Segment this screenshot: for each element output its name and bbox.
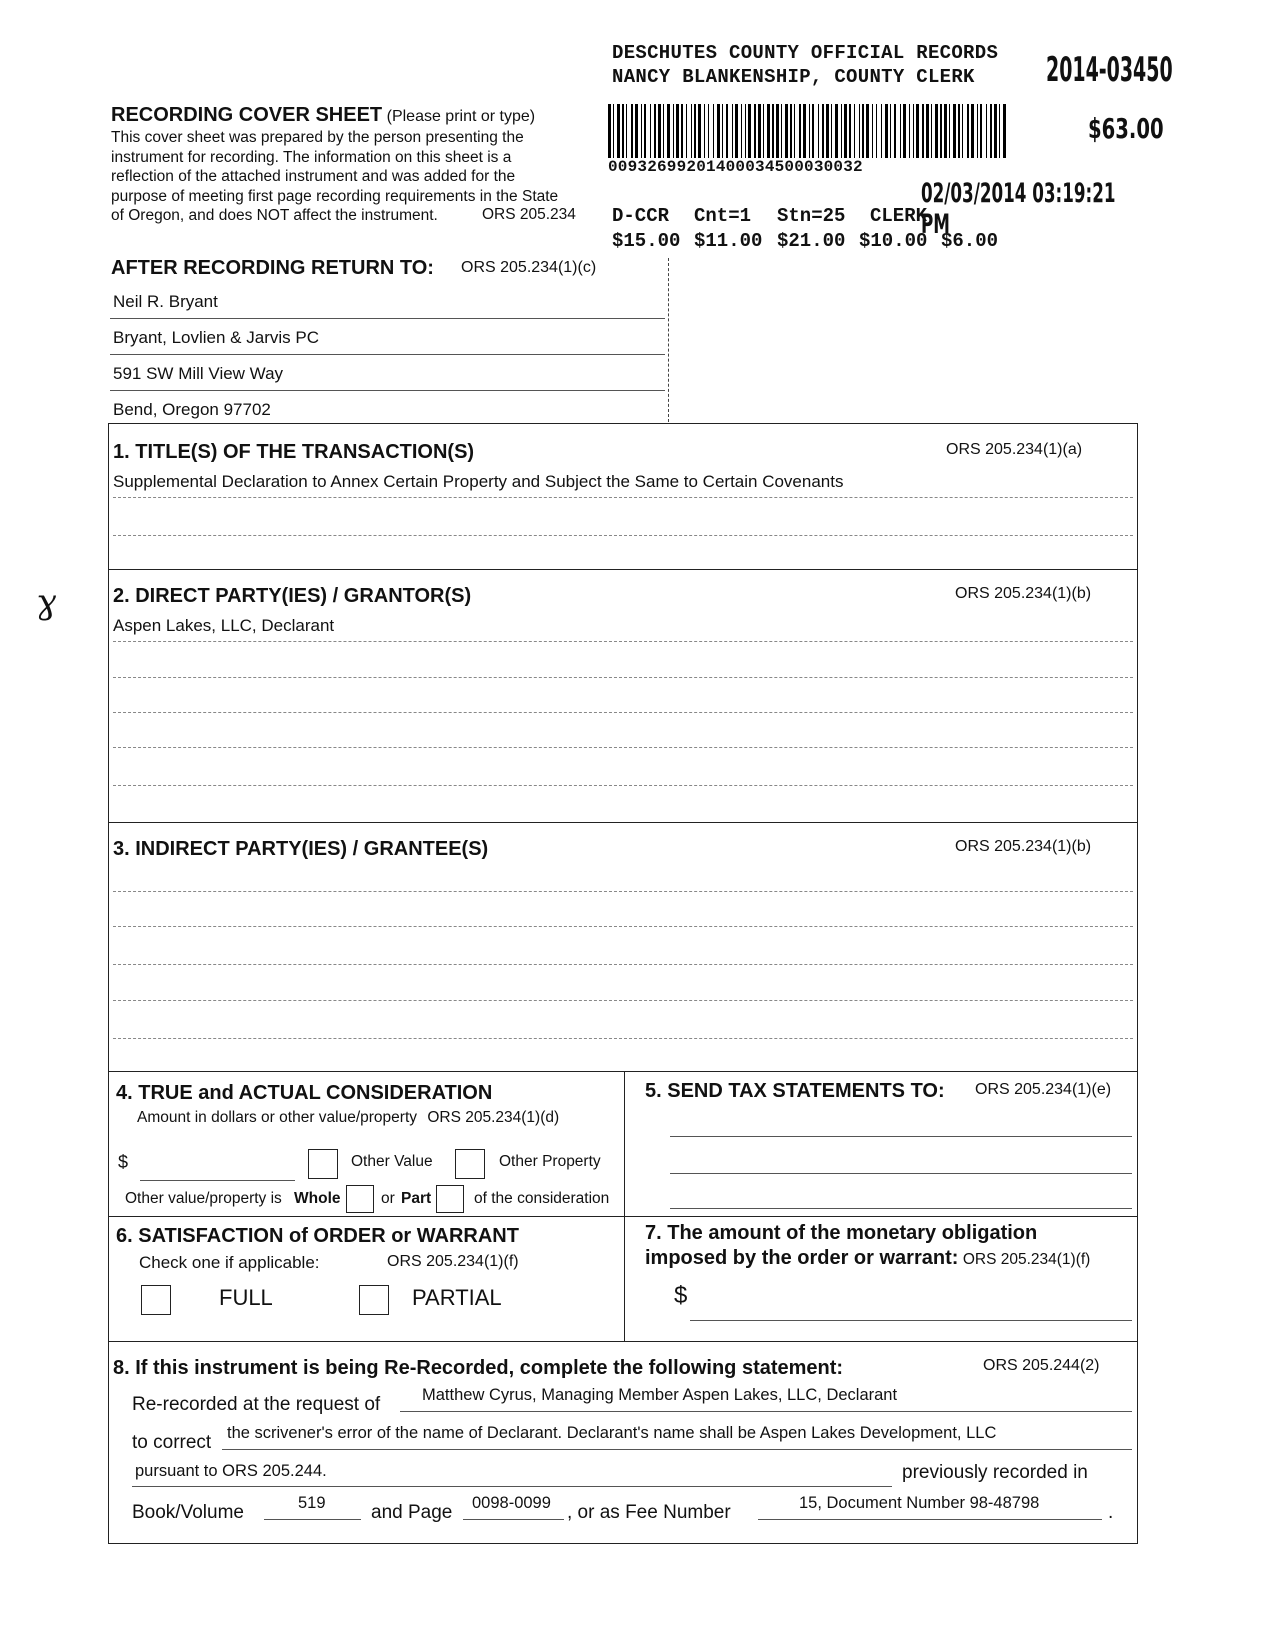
rule <box>132 1486 892 1487</box>
section-3-ors: ORS 205.234(1)(b) <box>955 838 1092 855</box>
section-divider <box>108 1071 1138 1072</box>
rule <box>110 354 665 355</box>
correct-value[interactable]: the scrivener's error of the name of Declarant. Declarant's name shall be Aspen Lakes Development, LLC <box>227 1424 997 1442</box>
section-2-title: 2. DIRECT PARTY(IES) / GRANTOR(S) <box>113 585 472 607</box>
book-value[interactable]: 519 <box>298 1494 326 1512</box>
other-property-checkbox[interactable] <box>455 1149 485 1179</box>
whole-label: Whole <box>294 1190 341 1207</box>
fee-code-2: Cnt=1 <box>694 205 752 227</box>
section-divider <box>108 569 1138 570</box>
section-divider <box>108 1341 1138 1342</box>
column-divider <box>624 1071 625 1341</box>
rule <box>113 926 1133 927</box>
cover-title: RECORDING COVER SHEET <box>111 104 383 126</box>
whole-part-line-label: Other value/property is <box>125 1190 282 1207</box>
fee-amount-2: $11.00 <box>694 230 763 252</box>
return-to-heading: AFTER RECORDING RETURN TO: <box>111 257 434 279</box>
of-consideration-label: of the consideration <box>474 1190 610 1207</box>
county-clerk-line: NANCY BLANKENSHIP, COUNTY CLERK <box>612 66 975 88</box>
rule <box>113 964 1133 965</box>
fee-code-4: CLERK <box>870 205 928 227</box>
section-2-ors: ORS 205.234(1)(b) <box>955 585 1092 602</box>
full-label: FULL <box>219 1285 273 1310</box>
cover-line: This cover sheet was prepared by the person presenting the <box>111 129 524 146</box>
obligation-dollar-sign: $ <box>674 1282 688 1309</box>
fee-number-value[interactable]: 15, Document Number 98-48798 <box>799 1494 1040 1512</box>
section-4-sub-text: Amount in dollars or other value/property <box>137 1109 418 1126</box>
fee-code-3: Stn=25 <box>777 205 846 227</box>
rule <box>110 390 665 391</box>
cover-title-block <box>111 104 535 127</box>
barcode-number: 00932699201400034500030032 <box>608 158 863 176</box>
other-value-label: Other Value <box>351 1153 433 1170</box>
section-7-title-line2 <box>645 1247 1090 1270</box>
section-5-ors: ORS 205.234(1)(e) <box>975 1081 1112 1098</box>
section-6-sub: Check one if applicable: <box>139 1253 320 1272</box>
recorded-datetime: 02/03/2014 03:19:21 PM <box>921 178 1116 240</box>
consideration-dollar-sign: $ <box>118 1152 129 1172</box>
rule <box>113 747 1133 748</box>
return-to-ors: ORS 205.234(1)(c) <box>461 259 597 276</box>
page-label: and Page <box>371 1502 453 1523</box>
rule <box>113 677 1133 678</box>
section-4-ors: ORS 205.234(1)(d) <box>427 1109 560 1126</box>
section-1-ors: ORS 205.234(1)(a) <box>946 441 1083 458</box>
cover-title-note: (Please print or type) <box>386 108 536 125</box>
section-5-title: 5. SEND TAX STATEMENTS TO: <box>645 1080 945 1102</box>
tax-statement-line-1[interactable] <box>670 1136 1132 1137</box>
pursuant-value[interactable]: pursuant to ORS 205.244. <box>135 1462 327 1480</box>
margin-handwritten-mark: ɣ <box>36 582 57 622</box>
rule <box>758 1519 1102 1520</box>
fee-amount-3: $21.00 <box>777 230 846 252</box>
part-checkbox[interactable] <box>436 1185 464 1213</box>
cover-line: instrument for recording. The information on this sheet is a <box>111 148 512 166</box>
rule <box>110 318 665 319</box>
rule <box>113 1038 1133 1039</box>
fee-code-1: D-CCR <box>612 205 670 227</box>
return-name: Neil R. Bryant <box>113 292 218 311</box>
other-value-checkbox[interactable] <box>308 1149 338 1179</box>
correct-label: to correct <box>132 1432 212 1453</box>
other-property-label: Other Property <box>499 1153 601 1170</box>
transaction-title-value[interactable]: Supplemental Declaration to Annex Certain Property and Subject the Same to Certain Covenants <box>113 472 844 491</box>
fee-amount-5: $6.00 <box>941 230 999 252</box>
grantor-value[interactable]: Aspen Lakes, LLC, Declarant <box>113 616 335 635</box>
page-value[interactable]: 0098-0099 <box>472 1494 551 1512</box>
rule <box>113 712 1133 713</box>
previously-label: previously recorded in <box>902 1462 1088 1483</box>
rule <box>113 1000 1133 1001</box>
section-7-title-line2-text: imposed by the order or warrant: <box>645 1247 959 1269</box>
section-3-title: 3. INDIRECT PARTY(IES) / GRANTEE(S) <box>113 838 489 860</box>
partial-label: PARTIAL <box>412 1285 502 1310</box>
cover-line: of Oregon, and does NOT affect the instrument. <box>111 207 438 224</box>
document-number: 2014-03450 <box>1046 50 1173 90</box>
section-divider <box>108 1216 1138 1217</box>
section-8-title: 8. If this instrument is being Re-Recorded, complete the following statement: <box>113 1357 844 1379</box>
section-6-ors: ORS 205.234(1)(f) <box>387 1253 519 1270</box>
rule <box>113 641 1133 642</box>
return-city: Bend, Oregon 97702 <box>113 400 271 419</box>
whole-checkbox[interactable] <box>346 1185 374 1213</box>
section-7-title-line1: 7. The amount of the monetary obligation <box>645 1222 1038 1244</box>
return-firm: Bryant, Lovlien & Jarvis PC <box>113 328 319 347</box>
fee-amount-1: $15.00 <box>612 230 681 252</box>
book-label: Book/Volume <box>132 1502 244 1523</box>
part-label: Part <box>401 1190 432 1207</box>
rule <box>113 785 1133 786</box>
cover-ors: ORS 205.234 <box>482 206 576 223</box>
section-6-title: 6. SATISFACTION of ORDER or WARRANT <box>116 1225 519 1247</box>
tax-statement-line-3[interactable] <box>670 1208 1132 1209</box>
partial-checkbox[interactable] <box>359 1285 389 1315</box>
section-4-title: 4. TRUE and ACTUAL CONSIDERATION <box>116 1082 493 1104</box>
rule <box>222 1449 1132 1450</box>
rule <box>264 1519 361 1520</box>
period-mark: . <box>1108 1502 1114 1523</box>
return-street: 591 SW Mill View Way <box>113 364 284 383</box>
return-to-divider <box>668 258 669 422</box>
section-4-sub <box>137 1109 559 1127</box>
rule <box>400 1411 1132 1412</box>
tax-statement-line-2[interactable] <box>670 1173 1132 1174</box>
section-1-title: 1. TITLE(S) OF THE TRANSACTION(S) <box>113 441 475 463</box>
or-label: or <box>381 1190 395 1207</box>
county-records-line: DESCHUTES COUNTY OFFICIAL RECORDS <box>612 42 999 64</box>
section-8-ors: ORS 205.244(2) <box>983 1357 1100 1374</box>
full-checkbox[interactable] <box>141 1285 171 1315</box>
rule <box>113 535 1133 536</box>
consideration-amount-field[interactable] <box>140 1180 295 1181</box>
cover-line: reflection of the attached instrument and was added for the <box>111 168 516 185</box>
fee-amount-4: $10.00 <box>859 230 928 252</box>
total-fee: $63.00 <box>1088 112 1164 145</box>
rerecorded-label: Re-recorded at the request of <box>132 1394 381 1415</box>
barcode-graphic <box>608 104 1008 158</box>
obligation-amount-field[interactable] <box>690 1320 1132 1321</box>
section-7-ors: ORS 205.234(1)(f) <box>962 1251 1091 1268</box>
cover-line: purpose of meeting first page recording requirements in the State <box>111 187 559 205</box>
section-divider <box>108 822 1138 823</box>
rule <box>113 891 1133 892</box>
rerecorded-value[interactable]: Matthew Cyrus, Managing Member Aspen Lakes, LLC, Declarant <box>422 1386 898 1404</box>
rule <box>113 497 1133 498</box>
rule <box>463 1519 564 1520</box>
fee-number-label: , or as Fee Number <box>567 1502 731 1523</box>
